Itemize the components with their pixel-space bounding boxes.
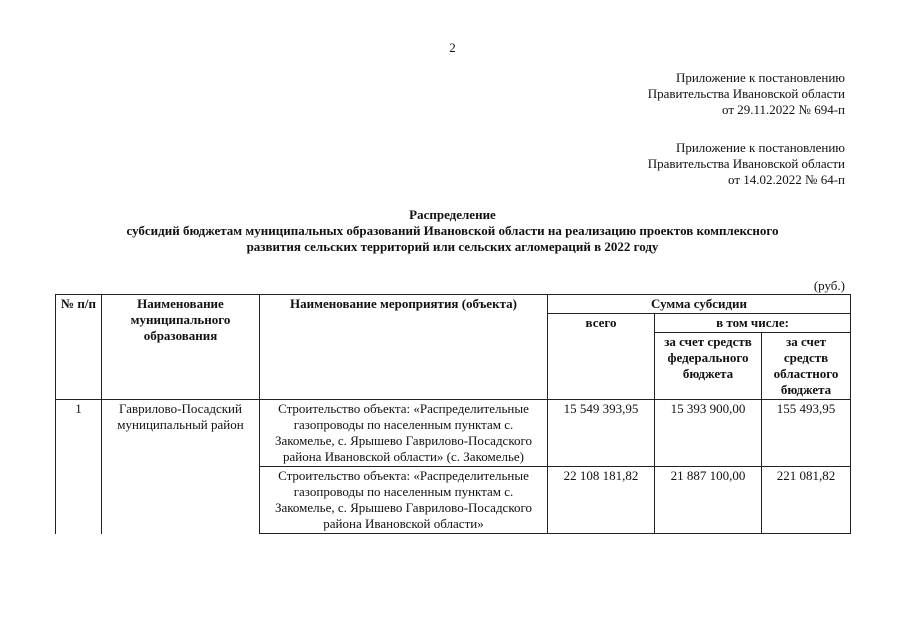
header-num: № п/п [56, 295, 102, 400]
cell-total: 15 549 393,95 [548, 400, 655, 467]
header-event: Наименование мероприятия (объекта) [260, 295, 548, 400]
subsidy-table [55, 294, 851, 534]
units-label: (руб.) [813, 278, 845, 293]
cell-regional: 221 081,82 [762, 467, 851, 534]
appendix-line: Приложение к постановлению [675, 140, 845, 155]
document-title [0, 207, 905, 255]
header-total: всего [548, 314, 655, 400]
appendix-line: Приложение к постановлению [675, 70, 845, 85]
appendix-line: Правительства Ивановской области [647, 86, 845, 101]
header-federal: за счет средств федерального бюджета [655, 333, 762, 400]
appendix-line: от 29.11.2022 № 694-п [722, 102, 845, 117]
appendix-line: Правительства Ивановской области [647, 156, 845, 171]
cell-regional: 155 493,95 [762, 400, 851, 467]
title-line: субсидий бюджетам муниципальных образований Ивановской области на реализацию проектов комплексного [126, 223, 779, 238]
cell-total: 22 108 181,82 [548, 467, 655, 534]
cell-federal: 21 887 100,00 [655, 467, 762, 534]
header-including: в том числе: [655, 314, 851, 333]
header-municipality: Наименование муниципального образования [102, 295, 260, 400]
appendix-note-1 [648, 70, 845, 118]
title-line: Распределение [409, 207, 496, 222]
header-sum: Сумма субсидии [548, 295, 851, 314]
appendix-note-2 [648, 140, 845, 188]
title-line: развития сельских территорий или сельских агломераций в 2022 году [246, 239, 659, 254]
header-regional: за счет средств областного бюджета [762, 333, 851, 400]
cell-event: Строительство объекта: «Распределительные газопроводы по населенным пунктам с. Закомелье, с. Ярышево Гаврилово-Посадского района Ивановской области» (с. Закомелье) [260, 400, 548, 467]
page-number: 2 [449, 40, 456, 55]
cell-municipality: Гаврилово-Посадский муниципальный район [102, 400, 260, 534]
appendix-line: от 14.02.2022 № 64-п [728, 172, 845, 187]
table-row [56, 400, 851, 467]
table-header-row [56, 295, 851, 314]
cell-event: Строительство объекта: «Распределительные газопроводы по населенным пунктам с. Закомелье, с. Ярышево Гаврилово-Посадского района Ивановской области» [260, 467, 548, 534]
cell-num: 1 [56, 400, 102, 534]
cell-federal: 15 393 900,00 [655, 400, 762, 467]
